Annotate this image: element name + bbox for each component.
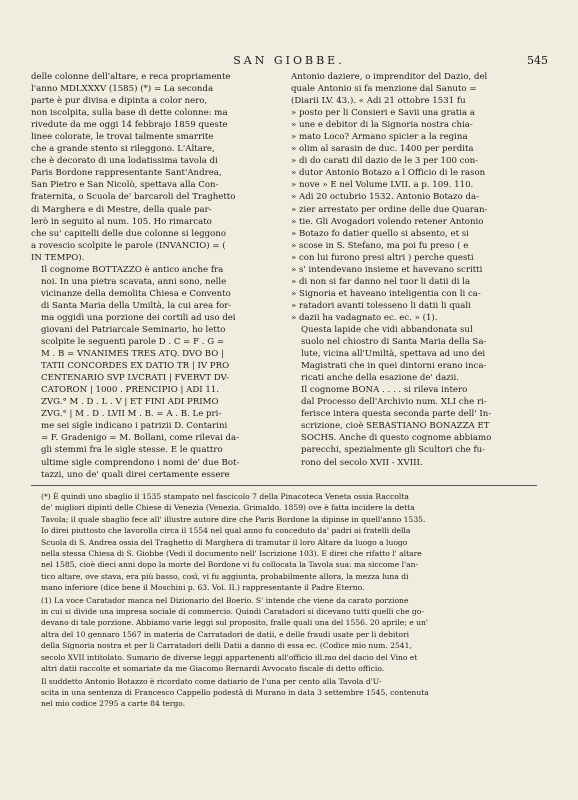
text-line: devano di tale porzione. Abbiamo varie leggi sul proposito, fralle quali una del 1556. 20 aprile; e un' bbox=[41, 618, 429, 628]
text-line: tico altare, ove stava, era più basso, così, vi fu aggiunta, probabilmente allora, la mezza luna di bbox=[41, 571, 409, 581]
text-line: » tie. Gli Avogadori volendo retener Antonio bbox=[291, 216, 484, 227]
text-line: lerò in seguito al num. 105. Ho rimarcato bbox=[31, 216, 212, 227]
text-line: (Diarii LV. 43.). « Adi 21 ottobre 1531 fu bbox=[291, 96, 466, 107]
text-line: » di non si far danno nel tuor li datii di la bbox=[291, 276, 471, 287]
text-line: » Signoria et haveano inteligentia con li ca- bbox=[291, 288, 481, 299]
text-line: suolo nel chiostro di Santa Maria della Sa- bbox=[301, 337, 487, 348]
text-line: di Santa Maria della Umiltà, la cui area for- bbox=[41, 300, 232, 311]
text-line: Il cognome BOTTAZZO è antico anche fra bbox=[41, 264, 224, 275]
text-line: Tavola; il quale sbaglio fece all' illustre autore dire che Paris Bordone la dipinse in quell'anno 1535. bbox=[41, 514, 426, 524]
page-header bbox=[30, 54, 548, 68]
paragraph bbox=[31, 71, 277, 264]
text-line: lute, vicina all'Umiltà, spettava ad uno dei bbox=[301, 349, 486, 360]
text-line: Il suddetto Antonio Botazzo è ricordato come datiario de l'una per cento alla Tavola d'U- bbox=[41, 676, 382, 686]
text-line: rivedute da me oggi 14 febbrajo 1859 queste bbox=[31, 120, 228, 131]
text-line: IN TEMPO). bbox=[31, 252, 85, 263]
text-line: a rovescio scolpite le parole (INVANCIO) = ( bbox=[31, 240, 226, 251]
footnote-divider bbox=[31, 485, 537, 486]
text-line: (1) La voce Caratador manca nel Dizionario del Boerio. S' intende che viene da carato porzione bbox=[41, 595, 409, 605]
text-line: vicinanze della demolita Chiesa e Convento bbox=[41, 288, 231, 299]
text-line: SOCHS. Anche di questo cognome abbiamo bbox=[301, 433, 492, 444]
text-line: ZVG.° | M . D . LVII M . B. = A . B. Le pri- bbox=[41, 409, 222, 420]
text-line: » nove » E nel Volume LVII. a p. 109. 110. bbox=[291, 180, 474, 191]
text-line: secolo XVII intitolato. Sumario de diverse leggi appartenenti all'officio ill.mo del dacio del Vino et bbox=[41, 652, 418, 662]
page-number: 545 bbox=[527, 54, 548, 67]
text-line: rono del secolo XVII - XVIII. bbox=[301, 457, 423, 468]
text-line: » dazii ha vadagnato ec. ec. » (1). bbox=[291, 312, 438, 323]
footnote bbox=[31, 676, 537, 710]
text-line: tazzi, uno de' quali direi certamente essere bbox=[41, 469, 230, 480]
text-line: scolpite le seguenti parole D . C = F . G = bbox=[41, 337, 225, 348]
paragraph bbox=[291, 71, 537, 324]
text-line: gli stemmi fra le sigle stesse. E le quattro bbox=[41, 445, 223, 456]
footnote bbox=[31, 595, 537, 675]
text-line: M . B = VNANIMES TRES ATQ. DVO BO | bbox=[41, 349, 224, 360]
text-line: altra del 10 gennaro 1567 in materia de Carratadori de datii, e delle fraudi usate per li debitori bbox=[41, 629, 410, 639]
footnotes bbox=[31, 491, 537, 711]
text-line: CATORON | 1000 . PRENCIPIO | ADI 11. bbox=[41, 385, 220, 396]
text-line: non iscolpita, sulla base di dette colonne: ma bbox=[31, 108, 228, 119]
running-head: SAN GIOBBE. bbox=[233, 54, 345, 67]
text-line: ultime sigle comprendono i nomi de' due Bot- bbox=[41, 457, 240, 468]
paragraph bbox=[31, 264, 277, 481]
text-line: quale Antonio si fa menzione dal Sanuto = bbox=[291, 84, 477, 95]
text-line: altri datii raccolte et somariate da me Giacomo Bernardi Avvocato fiscale di detto officio. bbox=[41, 664, 385, 674]
text-line: me sei sigle indicano i patrizii D. Contarini bbox=[41, 421, 228, 432]
text-line: parecchi, spezialmente gli Scultori che fu- bbox=[301, 445, 486, 456]
text-line: Magistrati che in quei dintorni erano inca- bbox=[301, 361, 487, 372]
text-line: » con lui furono presi altri ) perche questi bbox=[291, 252, 474, 263]
text-line: che su' capitelli delle due colonne si leggono bbox=[31, 228, 227, 239]
text-line: » s' intendevano insieme et havevano scritti bbox=[291, 264, 483, 275]
text-line: giovani del Patriarcale Seminario, ho letto bbox=[41, 324, 226, 335]
text-line: Paris Bordone rappresentante Sant'Andrea, bbox=[31, 168, 222, 179]
footnote bbox=[31, 491, 537, 594]
text-line: linee colorate, le trovai talmente smarrite bbox=[31, 132, 214, 143]
text-line: noi. In una pietra scavata, anni sono, nelle bbox=[41, 276, 227, 287]
text-line: CENTENARIO SVP LVCRATI | FVERVT DV- bbox=[41, 373, 229, 384]
text-line: ZVG.° M . D . L . V | ET FINI ADI PRIMO bbox=[41, 397, 219, 408]
text-line: ferisce intera questa seconda parte dell' In- bbox=[301, 409, 492, 420]
paragraph bbox=[291, 384, 537, 468]
text-line: » mato Loco? Armano spicier a la regina bbox=[291, 132, 468, 143]
text-line: » une e debitor di la Signoria nostra chia- bbox=[291, 120, 473, 131]
text-line: » scose in S. Stefano, ma poi fu preso ( e bbox=[291, 240, 469, 251]
text-line: che è decorato di una lodatissima tavola di bbox=[31, 156, 218, 167]
right-column bbox=[291, 71, 537, 481]
text-line: in cui si divide una impresa sociale di commercio. Quindi Caratadori si dicevano tutti quelli che go- bbox=[41, 607, 424, 617]
left-column bbox=[31, 71, 277, 481]
text-line: Io direi piuttosto che lavorolla circa il 1554 nel qual anno fu conceduto da' padri ai fratelli della bbox=[41, 526, 411, 536]
text-line: » dutor Antonio Botazo a l Officio di le rason bbox=[291, 168, 486, 179]
text-line: Il cognome BONA . . . . si rileva intero bbox=[301, 385, 468, 396]
text-line: » posto per li Consieri e Savii una gratia a bbox=[291, 108, 475, 119]
text-line: nel 1585, cioè dieci anni dopo la morte del Bordone vi fu collocata la Tavola sua: ma siccome l'an- bbox=[41, 560, 419, 570]
text-line: delle colonne dell'altare, e reca propriamente bbox=[31, 72, 231, 82]
text-line: de' migliori dipinti delle Chiese di Venezia (Venezia. Grimaldo. 1859) ove è fatta incidere la detta bbox=[41, 503, 415, 513]
text-line: TATII CONCORDES EX DATIO TR | IV PRO bbox=[41, 361, 230, 372]
text-line: = F. Gradenigo = M. Bollani, come rilevai da- bbox=[41, 433, 240, 444]
text-line: scrizione, cioè SEBASTIANO BONAZZA ET bbox=[301, 421, 490, 432]
text-line: San Pietro e San Nicolò, spettava alla Con- bbox=[31, 180, 219, 191]
text-line: » olim al sarasin de duc. 1400 per perdita bbox=[291, 144, 474, 155]
text-line: » ratadori avanti tolesseno li datii li quali bbox=[291, 300, 471, 311]
text-line: nella stessa Chiesa di S. Giobbe (Vedi il documento nell' Iscrizione 103). E direi che rifatto l' altare bbox=[41, 549, 422, 559]
text-line: dal Processo dell'Archivio num. XLI che ri- bbox=[301, 397, 487, 408]
text-line: l'anno MDLXXXV (1585) (*) = La seconda bbox=[31, 84, 214, 95]
text-line: » Botazo fo datier quello si absento, et si bbox=[291, 228, 469, 239]
paragraph bbox=[291, 324, 537, 384]
text-line: Questa lapide che vidi abbandonata sul bbox=[301, 324, 473, 335]
text-columns bbox=[31, 71, 537, 481]
text-line: ma oggidì una porzione dei cortili ad uso dei bbox=[41, 312, 236, 323]
text-line: » Adi 20 octubrio 1532. Antonio Botazo da- bbox=[291, 192, 480, 203]
text-line: ricati anche della esazione de' dazii. bbox=[301, 373, 459, 384]
text-line: Antonio daziere, o imprenditor del Dazio, del bbox=[291, 72, 488, 82]
text-line: che a grande stento si rileggono. L'Altare, bbox=[31, 144, 215, 155]
text-line: » di do carati dil dazio de le 3 per 100 con- bbox=[291, 156, 479, 167]
text-line: parte è pur divisa e dipinta a color nero, bbox=[31, 96, 208, 107]
text-line: scita in una sentenza di Francesco Cappello podestà di Murano in data 3 settembre 1545, contenuta bbox=[41, 687, 429, 697]
text-line: (*) È quindi uno sbaglio il 1535 stampato nel fascicolo 7 della Pinacoteca Veneta ossia Raccolta bbox=[41, 492, 409, 501]
text-line: della Signoria nostra et per li Carratadori delli Datii a danno di essa ec. (Codice mio num. 2541, bbox=[41, 641, 412, 651]
text-line: fraternita, o Scuola de' barcaroli del Traghetto bbox=[31, 192, 236, 203]
text-line: mano inferiore (dice bene il Moschini p. 63. Vol. II.) rappresentante il Padre Eterno. bbox=[41, 583, 365, 593]
text-line: di Marghera e di Mestre, della quale par- bbox=[31, 204, 212, 215]
text-line: nel mio codice 2795 a carte 84 tergo. bbox=[41, 699, 186, 709]
text-line: Scuola di S. Andrea ossia del Traghetto di Marghera di tramutar il loro Altare da luogo a luogo bbox=[41, 537, 408, 547]
text-line: » zier arrestato per ordine delle due Quaran- bbox=[291, 204, 488, 215]
